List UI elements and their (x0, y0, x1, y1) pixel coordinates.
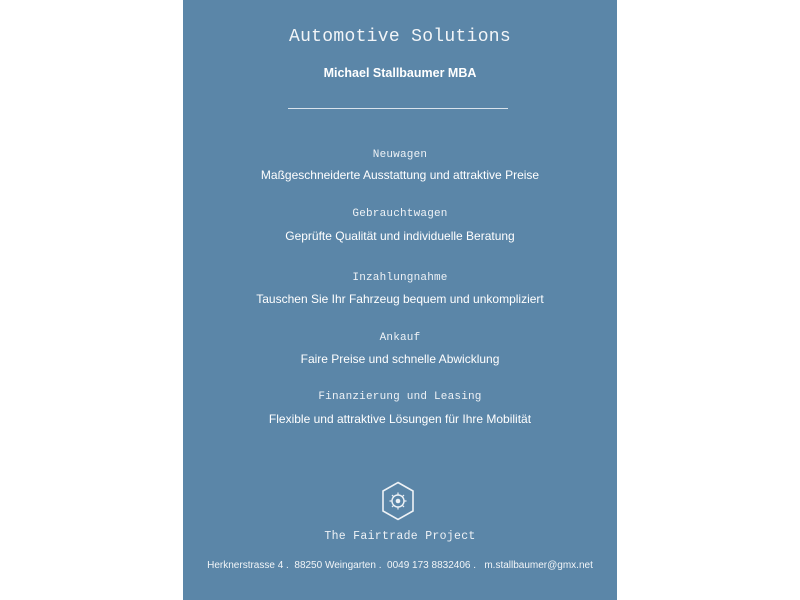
hexagon-emblem-icon (380, 481, 416, 521)
service-description-ankauf: Faire Preise und schnelle Abwicklung (300, 352, 500, 366)
brand-name: The Fairtrade Project (324, 530, 476, 543)
service-heading-finanzierung: Finanzierung und Leasing (318, 391, 482, 403)
service-description-finanzierung: Flexible und attraktive Lösungen für Ihre Mobilität (268, 412, 532, 426)
service-description-neuwagen: Maßgeschneiderte Ausstattung und attraktive Preise (260, 168, 540, 182)
service-description-gebrauchtwagen: Geprüfte Qualität und individuelle Beratung (285, 229, 515, 243)
business-card (183, 0, 617, 600)
divider (288, 108, 508, 109)
company-title: Automotive Solutions (288, 27, 512, 47)
service-heading-gebrauchtwagen: Gebrauchtwagen (352, 208, 448, 220)
contact-line: Herknerstrasse 4 . 88250 Weingarten . 0049 173 8832406 . m.stallbaumer@gmx.net (207, 560, 593, 571)
service-heading-neuwagen: Neuwagen (372, 149, 428, 161)
service-description-inzahlungnahme: Tauschen Sie Ihr Fahrzeug bequem und unkompliziert (256, 292, 544, 306)
service-heading-ankauf: Ankauf (379, 332, 421, 344)
service-heading-inzahlungnahme: Inzahlungnahme (352, 272, 448, 284)
person-name: Michael Stallbaumer MBA (323, 66, 477, 80)
